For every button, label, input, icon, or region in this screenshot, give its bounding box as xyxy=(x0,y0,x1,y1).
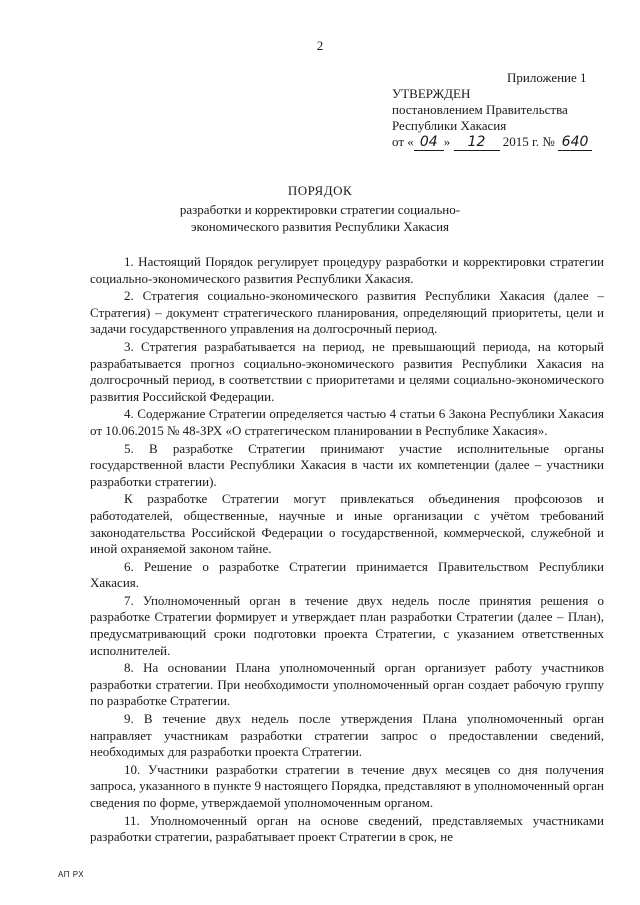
title-subtitle-2: экономического развития Республики Хакасия xyxy=(190,219,450,234)
paragraph-3: 3. Стратегия разрабатывается на период, не превышающий периода, на который разрабатывается прогноз социально-экономического развития Республики Хакасия на долгосрочный период, в соответствии с приоритетами и целями социально-экономического развития Российской Федерации. xyxy=(90,338,604,404)
year-text: 2015 г. № xyxy=(499,134,559,149)
paragraph-5: 5. В разработке Стратегии принимают участие исполнительные органы государственной власти Республики Хакасия в части их компетенции (далее – участники разработки стратегии). xyxy=(90,440,604,489)
page-number: 2 xyxy=(316,38,324,53)
paragraph-5-cont: К разработке Стратегии могут привлекаться объединения профсоюзов и работодателей, общественные, научные и иные организации с учётом требований законодательства Российской Федерации о государственной, коммерческой, служебной и иной охраняемой законом тайне. xyxy=(90,491,604,557)
approval-date-line xyxy=(392,134,622,151)
paragraph-9: 9. В течение двух недель после утверждения Плана уполномоченный орган направляет участникам разработки стратегии запрос о предоставлении сведений, необходимых для разработки проекта Стратегии. xyxy=(90,711,604,760)
date-prefix: от « xyxy=(392,134,414,149)
paragraph-6: 6. Решение о разработке Стратегии принимается Правительством Республики Хакасия. xyxy=(90,558,604,591)
handwritten-number: 640 xyxy=(558,134,592,151)
approved-by-line1: постановлением Правительства xyxy=(392,102,568,117)
document-title xyxy=(0,182,640,235)
title-heading: ПОРЯДОК xyxy=(287,183,353,198)
paragraph-4: 4. Содержание Стратегии определяется частью 4 статьи 6 Закона Республики Хакасия от 10.06.2015 № 48-ЗРХ «О стратегическом планировании в Республике Хакасия». xyxy=(90,406,604,438)
paragraph-2: 2. Стратегия социально-экономического развития Республики Хакасия (далее – Стратегия) – документ стратегического планирования, определяющий приоритеты, цели и задачи государственного управления на долгосрочный период. xyxy=(90,288,604,337)
date-quote-close: » xyxy=(443,134,454,149)
paragraph-10: 10. Участники разработки стратегии в течение двух месяцев со дня получения запроса, указанного в пункте 9 настоящего Порядка, представляют в уполномоченный орган сведения по форме, утверждаемой уполномоченным органом. xyxy=(90,761,604,810)
handwritten-day: 04 xyxy=(414,134,444,151)
approval-block xyxy=(392,70,622,151)
title-subtitle-1: разработки и корректировки стратегии социально- xyxy=(179,202,461,217)
handwritten-month: 12 xyxy=(454,134,500,151)
paragraph-7: 7. Уполномоченный орган в течение двух недель после принятия решения о разработке Стратегии формирует и утверждает план разработки Стратегии (далее – План), предусматривающий сроки подготовки проекта Стратегии, с указанием ответственных исполнителей. xyxy=(90,592,604,658)
approved-by-line2: Республики Хакасия xyxy=(392,118,507,133)
paragraph-11: 11. Уполномоченный орган на основе сведений, представляемых участниками разработки стратегии, разрабатывает проект Стратегии в срок, не xyxy=(90,812,604,845)
appendix-label: Приложение 1 xyxy=(507,70,587,85)
paragraph-8: 8. На основании Плана уполномоченный орган организует работу участников разработки стратегии. При необходимости уполномоченный орган создает рабочую группу по разработке Стратегии. xyxy=(90,660,604,709)
document-body xyxy=(90,254,604,847)
footer-mark: АП РХ xyxy=(58,870,85,879)
paragraph-1: 1. Настоящий Порядок регулирует процедуру разработки и корректировки стратегии социально-экономического развития Республики Хакасия. xyxy=(90,254,604,286)
approved-label: УТВЕРЖДЕН xyxy=(392,86,471,101)
